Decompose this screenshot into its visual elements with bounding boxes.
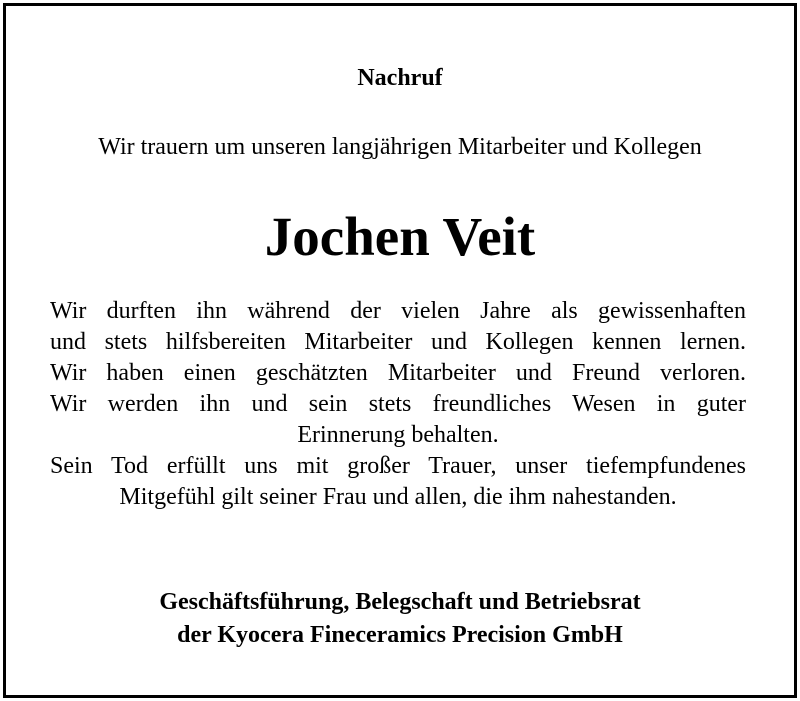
body-line: und stets hilfsbereiten Mitarbeiter und Kollegen kennen lernen. bbox=[50, 329, 746, 355]
body-line: Wir haben einen geschätzten Mitarbeiter und Freund verloren. bbox=[50, 360, 746, 386]
intro-text: Wir trauern um unseren langjährigen Mitarbeiter und Kollegen bbox=[98, 134, 702, 160]
signature-line: der Kyocera Fineceramics Precision GmbH bbox=[177, 622, 623, 648]
notice-heading: Nachruf bbox=[357, 65, 443, 91]
body-line: Sein Tod erfüllt uns mit großer Trauer, unser tiefempfundenes bbox=[50, 453, 746, 479]
signature-line: Geschäftsführung, Belegschaft und Betriebsrat bbox=[159, 589, 641, 615]
body-line: Wir durften ihn während der vielen Jahre als gewissenhaften bbox=[50, 298, 746, 324]
deceased-name: Jochen Veit bbox=[264, 206, 536, 267]
signature-block bbox=[6, 586, 794, 652]
body-line: Erinnerung behalten. bbox=[297, 422, 499, 448]
obituary-body bbox=[50, 296, 746, 513]
obituary-frame bbox=[3, 3, 797, 698]
body-line: Wir werden ihn und sein stets freundliches Wesen in guter bbox=[50, 391, 746, 417]
body-line: Mitgefühl gilt seiner Frau und allen, die ihm nahestanden. bbox=[119, 484, 677, 510]
